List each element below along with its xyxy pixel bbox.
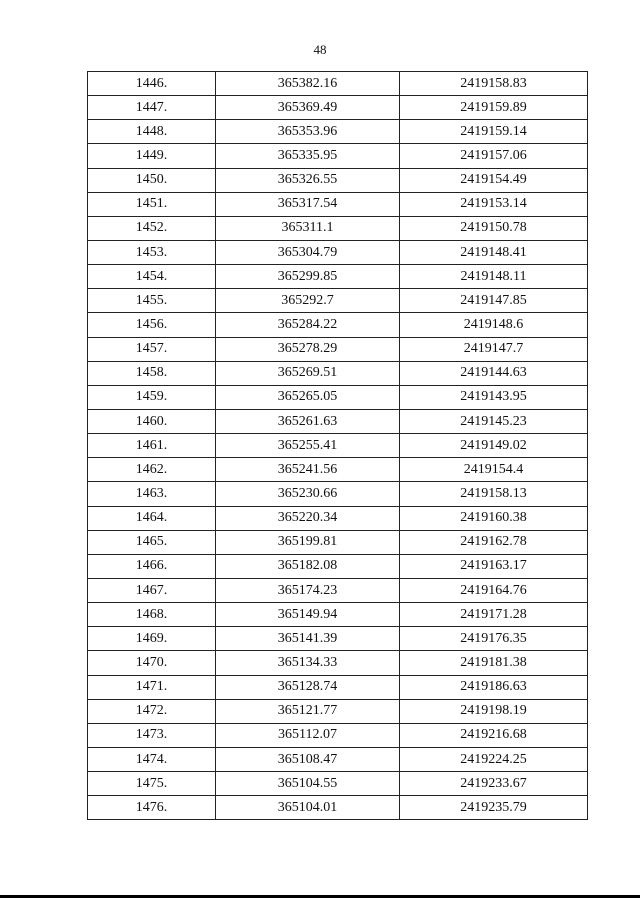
y-coordinate-cell: 2419186.63	[400, 675, 588, 699]
y-coordinate-cell: 2419235.79	[400, 796, 588, 820]
x-coordinate-cell: 365353.96	[216, 120, 400, 144]
table-row	[88, 192, 588, 216]
y-coordinate-cell: 2419163.17	[400, 554, 588, 578]
y-coordinate-cell: 2419159.14	[400, 120, 588, 144]
x-coordinate-cell: 365104.01	[216, 796, 400, 820]
point-number-cell: 1455.	[88, 289, 216, 313]
point-number-cell: 1452.	[88, 216, 216, 240]
y-coordinate-cell: 2419171.28	[400, 603, 588, 627]
y-coordinate-cell: 2419148.6	[400, 313, 588, 337]
x-coordinate-cell: 365108.47	[216, 747, 400, 771]
point-number-cell: 1449.	[88, 144, 216, 168]
x-coordinate-cell: 365141.39	[216, 627, 400, 651]
table-row	[88, 72, 588, 96]
table-row	[88, 120, 588, 144]
y-coordinate-cell: 2419143.95	[400, 385, 588, 409]
point-number-cell: 1474.	[88, 747, 216, 771]
table-row	[88, 723, 588, 747]
y-coordinate-cell: 2419164.76	[400, 578, 588, 602]
y-coordinate-cell: 2419154.4	[400, 458, 588, 482]
x-coordinate-cell: 365269.51	[216, 361, 400, 385]
y-coordinate-cell: 2419176.35	[400, 627, 588, 651]
x-coordinate-cell: 365149.94	[216, 603, 400, 627]
point-number-cell: 1463.	[88, 482, 216, 506]
y-coordinate-cell: 2419144.63	[400, 361, 588, 385]
point-number-cell: 1461.	[88, 434, 216, 458]
table-row	[88, 651, 588, 675]
x-coordinate-cell: 365299.85	[216, 265, 400, 289]
table-row	[88, 796, 588, 820]
y-coordinate-cell: 2419149.02	[400, 434, 588, 458]
point-number-cell: 1459.	[88, 385, 216, 409]
point-number-cell: 1454.	[88, 265, 216, 289]
table-row	[88, 409, 588, 433]
table-row	[88, 144, 588, 168]
table-row	[88, 337, 588, 361]
table-row	[88, 699, 588, 723]
coordinates-table-body	[88, 72, 588, 820]
y-coordinate-cell: 2419157.06	[400, 144, 588, 168]
table-row	[88, 482, 588, 506]
point-number-cell: 1466.	[88, 554, 216, 578]
x-coordinate-cell: 365311.1	[216, 216, 400, 240]
table-row	[88, 675, 588, 699]
x-coordinate-cell: 365182.08	[216, 554, 400, 578]
x-coordinate-cell: 365292.7	[216, 289, 400, 313]
table-row	[88, 289, 588, 313]
table-row	[88, 554, 588, 578]
y-coordinate-cell: 2419233.67	[400, 772, 588, 796]
x-coordinate-cell: 365230.66	[216, 482, 400, 506]
y-coordinate-cell: 2419154.49	[400, 168, 588, 192]
x-coordinate-cell: 365265.05	[216, 385, 400, 409]
y-coordinate-cell: 2419181.38	[400, 651, 588, 675]
x-coordinate-cell: 365121.77	[216, 699, 400, 723]
point-number-cell: 1448.	[88, 120, 216, 144]
y-coordinate-cell: 2419147.7	[400, 337, 588, 361]
point-number-cell: 1447.	[88, 96, 216, 120]
point-number-cell: 1473.	[88, 723, 216, 747]
x-coordinate-cell: 365128.74	[216, 675, 400, 699]
y-coordinate-cell: 2419148.11	[400, 265, 588, 289]
y-coordinate-cell: 2419162.78	[400, 530, 588, 554]
point-number-cell: 1453.	[88, 240, 216, 264]
coordinates-table	[87, 71, 588, 820]
x-coordinate-cell: 365220.34	[216, 506, 400, 530]
table-row	[88, 458, 588, 482]
y-coordinate-cell: 2419153.14	[400, 192, 588, 216]
x-coordinate-cell: 365326.55	[216, 168, 400, 192]
table-row	[88, 578, 588, 602]
point-number-cell: 1456.	[88, 313, 216, 337]
point-number-cell: 1450.	[88, 168, 216, 192]
point-number-cell: 1457.	[88, 337, 216, 361]
point-number-cell: 1467.	[88, 578, 216, 602]
point-number-cell: 1468.	[88, 603, 216, 627]
table-row	[88, 385, 588, 409]
page-number: 48	[313, 42, 327, 57]
table-row	[88, 530, 588, 554]
point-number-cell: 1476.	[88, 796, 216, 820]
point-number-cell: 1462.	[88, 458, 216, 482]
y-coordinate-cell: 2419145.23	[400, 409, 588, 433]
table-row	[88, 772, 588, 796]
table-row	[88, 313, 588, 337]
table-row	[88, 216, 588, 240]
point-number-cell: 1465.	[88, 530, 216, 554]
x-coordinate-cell: 365382.16	[216, 72, 400, 96]
y-coordinate-cell: 2419224.25	[400, 747, 588, 771]
table-row	[88, 506, 588, 530]
x-coordinate-cell: 365335.95	[216, 144, 400, 168]
y-coordinate-cell: 2419150.78	[400, 216, 588, 240]
y-coordinate-cell: 2419216.68	[400, 723, 588, 747]
x-coordinate-cell: 365174.23	[216, 578, 400, 602]
table-row	[88, 168, 588, 192]
y-coordinate-cell: 2419160.38	[400, 506, 588, 530]
point-number-cell: 1446.	[88, 72, 216, 96]
y-coordinate-cell: 2419158.83	[400, 72, 588, 96]
point-number-cell: 1460.	[88, 409, 216, 433]
x-coordinate-cell: 365284.22	[216, 313, 400, 337]
table-row	[88, 627, 588, 651]
x-coordinate-cell: 365241.56	[216, 458, 400, 482]
x-coordinate-cell: 365134.33	[216, 651, 400, 675]
x-coordinate-cell: 365104.55	[216, 772, 400, 796]
point-number-cell: 1475.	[88, 772, 216, 796]
point-number-cell: 1470.	[88, 651, 216, 675]
table-row	[88, 434, 588, 458]
y-coordinate-cell: 2419148.41	[400, 240, 588, 264]
x-coordinate-cell: 365317.54	[216, 192, 400, 216]
x-coordinate-cell: 365278.29	[216, 337, 400, 361]
y-coordinate-cell: 2419198.19	[400, 699, 588, 723]
point-number-cell: 1471.	[88, 675, 216, 699]
x-coordinate-cell: 365112.07	[216, 723, 400, 747]
table-row	[88, 747, 588, 771]
point-number-cell: 1458.	[88, 361, 216, 385]
point-number-cell: 1472.	[88, 699, 216, 723]
table-row	[88, 96, 588, 120]
point-number-cell: 1451.	[88, 192, 216, 216]
x-coordinate-cell: 365255.41	[216, 434, 400, 458]
table-row	[88, 603, 588, 627]
point-number-cell: 1464.	[88, 506, 216, 530]
y-coordinate-cell: 2419158.13	[400, 482, 588, 506]
x-coordinate-cell: 365199.81	[216, 530, 400, 554]
x-coordinate-cell: 365369.49	[216, 96, 400, 120]
x-coordinate-cell: 365261.63	[216, 409, 400, 433]
table-row	[88, 265, 588, 289]
x-coordinate-cell: 365304.79	[216, 240, 400, 264]
table-row	[88, 240, 588, 264]
y-coordinate-cell: 2419159.89	[400, 96, 588, 120]
y-coordinate-cell: 2419147.85	[400, 289, 588, 313]
table-row	[88, 361, 588, 385]
point-number-cell: 1469.	[88, 627, 216, 651]
